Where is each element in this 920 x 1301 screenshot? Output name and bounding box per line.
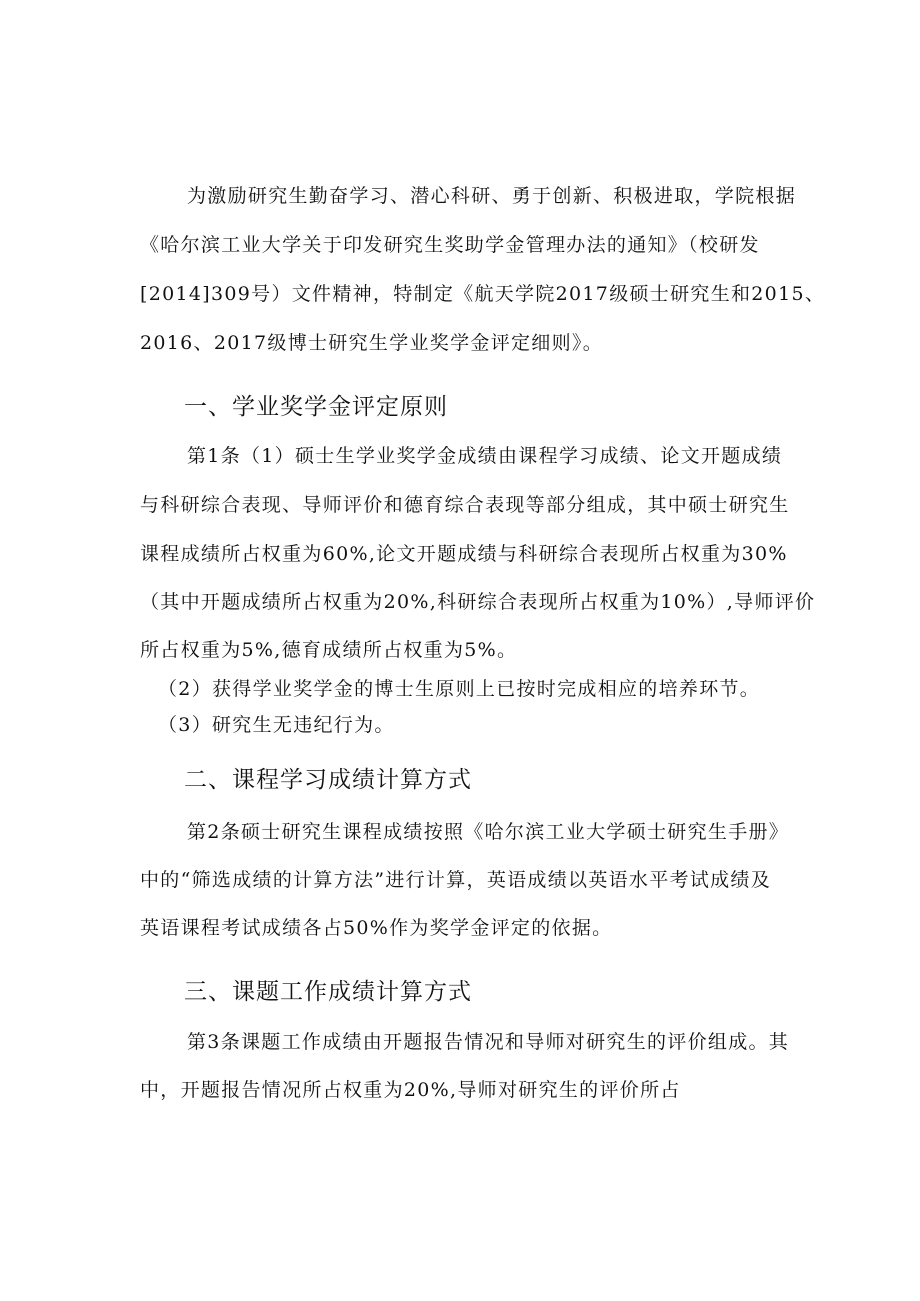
section-3-heading: 三、课题工作成绩计算方式 [184, 979, 472, 1005]
intro-line-4: 2016、2017级博士研究生学业奖学金评定细则》。 [140, 332, 604, 354]
article-1-line-5: 所占权重为5%,德育成绩所占权重为5%。 [140, 639, 518, 661]
intro-line-3: [2014]309号）文件精神，特制定《航天学院2017级硕士研究生和2015、 [140, 283, 826, 305]
article-3-line-1: 第3条课题工作成绩由开题报告情况和导师对研究生的评价组成。其 [187, 1031, 790, 1053]
article-3-line-2: 中，开题报告情况所占权重为20%,导师对研究生的评价所占 [140, 1079, 681, 1101]
article-2-line-1: 第2条硕士研究生课程成绩按照《哈尔滨工业大学硕士研究生手册》 [187, 821, 790, 843]
article-1-line-3: 课程成绩所占权重为60%,论文开题成绩与科研综合表现所占权重为30% [140, 543, 788, 565]
intro-line-2: 《哈尔滨工业大学关于印发研究生奖助学金管理办法的通知》（校研发 [140, 234, 760, 256]
article-2-line-2: 中的“筛选成绩的计算方法”进行计算，英语成绩以英语水平考试成绩及 [140, 869, 772, 891]
article-1-line-4: （其中开题成绩所占权重为20%,科研综合表现所占权重为10%）,导师评价 [140, 591, 816, 613]
section-1-heading: 一、学业奖学金评定原则 [184, 394, 448, 420]
article-1-line-2: 与科研综合表现、导师评价和德育综合表现等部分组成，其中硕士研究生 [140, 494, 790, 516]
article-1-item-3: （3）研究生无违纪行为。 [158, 714, 395, 736]
intro-line-1: 为激励研究生勤奋学习、潜心科研、勇于创新、积极进取，学院根据 [187, 185, 797, 207]
article-2-line-3: 英语课程考试成绩各占50%作为奖学金评定的依据。 [140, 917, 613, 939]
article-1-item-2: （2）获得学业奖学金的博士生原则上已按时完成相应的培养环节。 [158, 678, 761, 700]
section-2-heading: 二、课程学习成绩计算方式 [184, 767, 472, 793]
article-1-line-1: 第1条（1）硕士生学业奖学金成绩由课程学习成绩、论文开题成绩 [187, 445, 783, 467]
